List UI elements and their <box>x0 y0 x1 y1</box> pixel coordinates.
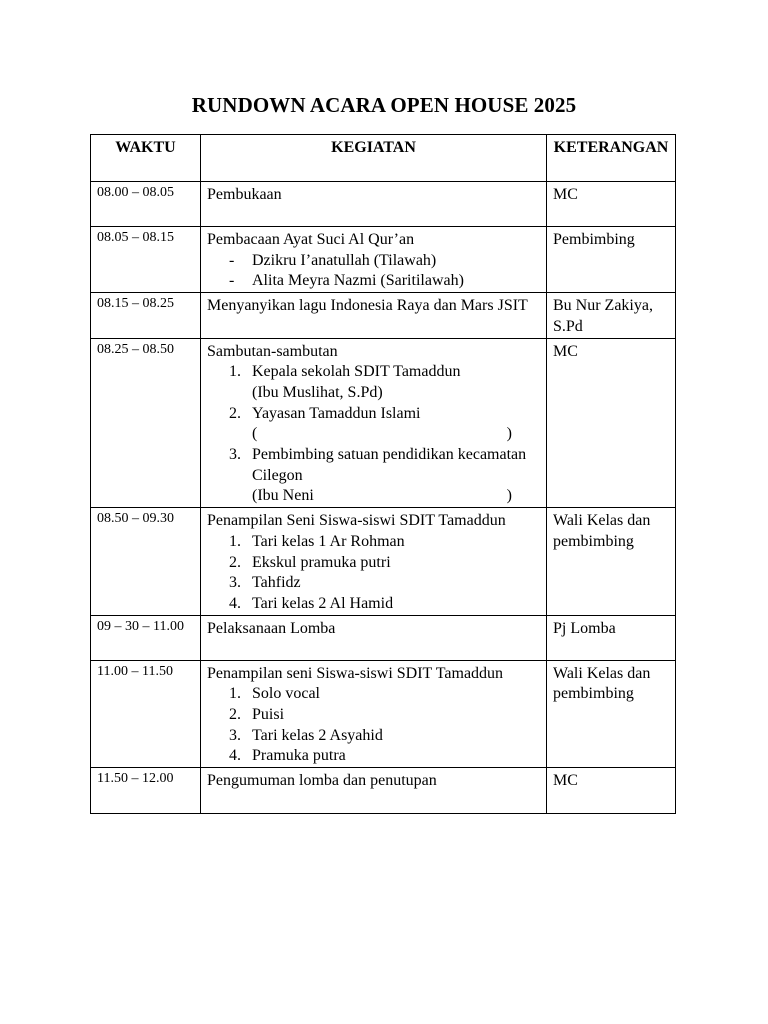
kegiatan-cell: Pelaksanaan Lomba <box>201 615 547 660</box>
rundown-table <box>90 134 676 814</box>
list-item: 2. Ekskul pramuka putri <box>229 553 391 571</box>
list-item: 3. Tahfidz <box>229 574 301 592</box>
keterangan-cell: Pj Lomba <box>547 615 676 660</box>
list-item: - Dzikru I’anatullah (Tilawah) <box>229 251 437 269</box>
waktu-cell: 08.25 – 08.50 <box>91 338 201 508</box>
kegiatan-cell <box>201 338 547 508</box>
waktu-cell: 08.50 – 09.30 <box>91 508 201 616</box>
waktu-cell: 08.05 – 08.15 <box>91 227 201 293</box>
list-item: 1. Tari kelas 1 Ar Rohman <box>229 532 405 550</box>
keterangan-cell: Wali Kelas dan pembimbing <box>547 660 676 768</box>
keterangan-cell: MC <box>547 768 676 814</box>
list-item-detail: (Ibu Muslihat, S.Pd) <box>252 383 383 401</box>
list-item: 3. Pembimbing satuan pendidikan kecamatan Cilegon <box>229 446 527 484</box>
table-row <box>91 768 676 814</box>
list-item: 4. Pramuka putra <box>229 747 346 765</box>
waktu-cell: 08.15 – 08.25 <box>91 293 201 338</box>
table-row <box>91 227 676 293</box>
kegiatan-cell <box>201 508 547 616</box>
list-item: 1. Solo vocal <box>229 685 320 703</box>
table-row <box>91 182 676 227</box>
list-item: 1. Kepala sekolah SDIT Tamaddun <box>229 363 461 381</box>
list-item-detail: (Ibu Neni ) <box>252 487 512 505</box>
list-item: 3. Tari kelas 2 Asyahid <box>229 726 383 744</box>
table-row <box>91 338 676 508</box>
keterangan-cell: Pembimbing <box>547 227 676 293</box>
keterangan-cell: MC <box>547 338 676 508</box>
keterangan-cell: Bu Nur Zakiya, S.Pd <box>547 293 676 338</box>
kegiatan-cell <box>201 660 547 768</box>
header-waktu: WAKTU <box>91 135 201 182</box>
kegiatan-cell: Menyanyikan lagu Indonesia Raya dan Mars JSIT <box>201 293 547 338</box>
keterangan-cell: MC <box>547 182 676 227</box>
table-row <box>91 660 676 768</box>
kegiatan-title: Penampilan seni Siswa-siswi SDIT Tamaddun <box>207 664 504 682</box>
table-header-row <box>91 135 676 182</box>
list-item: 4. Tari kelas 2 Al Hamid <box>229 594 394 612</box>
waktu-cell: 08.00 – 08.05 <box>91 182 201 227</box>
kegiatan-cell: Pengumuman lomba dan penutupan <box>201 768 547 814</box>
kegiatan-title: Sambutan-sambutan <box>207 342 338 360</box>
waktu-cell: 09 – 30 – 11.00 <box>91 615 201 660</box>
list-item: 2. Yayasan Tamaddun Islami <box>229 404 421 422</box>
waktu-cell: 11.00 – 11.50 <box>91 660 201 768</box>
list-item: 2. Puisi <box>229 706 285 724</box>
list-item: - Alita Meyra Nazmi (Saritilawah) <box>229 272 464 290</box>
page-title: RUNDOWN ACARA OPEN HOUSE 2025 <box>191 93 577 117</box>
header-keterangan: KETERANGAN <box>547 135 676 182</box>
table-row <box>91 293 676 338</box>
kegiatan-cell <box>201 227 547 293</box>
kegiatan-title: Penampilan Seni Siswa-siswi SDIT Tamaddun <box>207 512 506 530</box>
table-row <box>91 508 676 616</box>
waktu-cell: 11.50 – 12.00 <box>91 768 201 814</box>
kegiatan-cell: Pembukaan <box>201 182 547 227</box>
keterangan-cell: Wali Kelas dan pembimbing <box>547 508 676 616</box>
kegiatan-title: Pembacaan Ayat Suci Al Qur’an <box>207 231 415 248</box>
header-kegiatan: KEGIATAN <box>201 135 547 182</box>
list-item-detail: ( ) <box>252 425 512 443</box>
table-row <box>91 615 676 660</box>
